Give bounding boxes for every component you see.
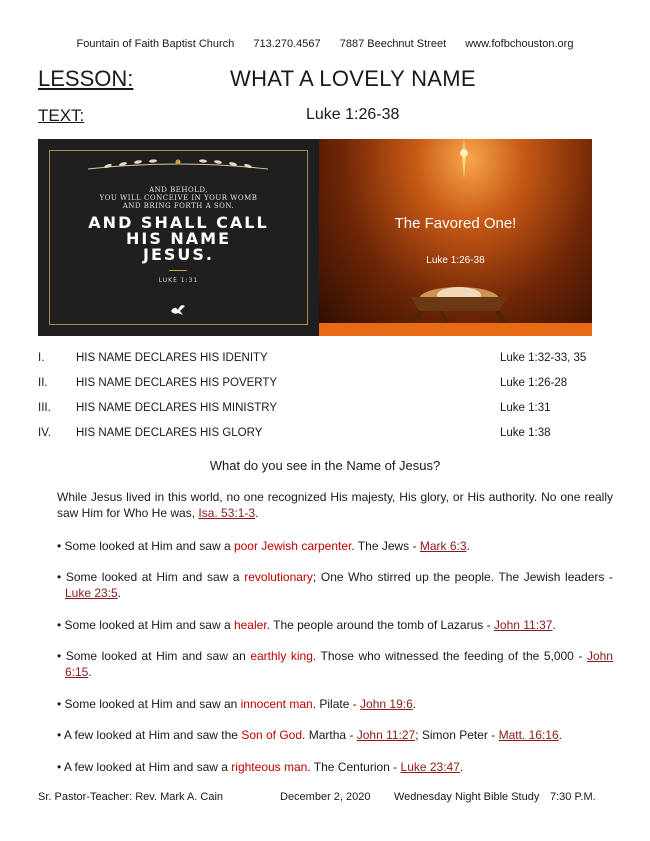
bullet-text: . Pilate -: [312, 697, 361, 711]
text-label: TEXT:: [38, 106, 85, 125]
bullet-lead: • A few looked at Him and saw a: [57, 760, 232, 774]
bullet-end: .: [412, 697, 417, 711]
scripture-link[interactable]: Luke 23:5: [65, 586, 118, 600]
footer-pastor: Sr. Pastor-Teacher: Rev. Mark A. Cain: [38, 791, 224, 803]
bullet-end: .: [117, 586, 122, 600]
scripture-link[interactable]: John 6:15: [65, 649, 613, 679]
favored-reference: Luke 1:26-38: [426, 255, 485, 266]
scripture-link[interactable]: Luke 23:47: [400, 760, 460, 774]
bullet-body: [57, 569, 613, 601]
bullet-end: .: [466, 539, 470, 553]
bullet-lead: • Some looked at Him and saw an: [57, 649, 251, 663]
verse-intro-line-3: AND BRING FORTH A SON.: [122, 202, 235, 210]
list-item: [57, 696, 613, 712]
scripture-link[interactable]: John 11:27: [356, 728, 416, 742]
bullet-highlight: innocent man: [240, 697, 313, 711]
bullet-lead: • Some looked at Him and saw a: [57, 539, 234, 553]
church-name: Fountain of Faith Baptist Church: [76, 38, 235, 50]
church-address: 7887 Beechnut Street: [339, 38, 447, 50]
question-heading: What do you see in the Name of Jesus?: [209, 458, 441, 473]
list-item: [57, 538, 613, 554]
bullet-end: .: [552, 618, 556, 632]
bullet-text-mid: ; Simon Peter -: [415, 728, 499, 742]
scripture-link[interactable]: John 11:37: [493, 618, 553, 632]
footer-time: 7:30 P.M.: [550, 791, 596, 803]
banner-bottom-band: [319, 323, 592, 336]
verse-divider: [169, 270, 187, 271]
text-reference: Luke 1:26-38: [306, 106, 400, 123]
verse-intro: [38, 186, 319, 210]
bullet-end: .: [558, 728, 562, 742]
bullet-highlight: healer: [233, 618, 267, 632]
bullet-lead: • Some looked at Him and saw a: [57, 570, 245, 584]
list-item: [57, 617, 613, 633]
point-reference: Luke 1:26-28: [500, 377, 568, 389]
bullet-text: . Martha -: [302, 728, 357, 742]
verse-reference: LUKE 1:31: [158, 277, 199, 284]
bullet-lead: • A few looked at Him and saw the: [57, 728, 242, 742]
bullet-highlight: revolutionary: [244, 570, 313, 584]
verse-main-line-2: HIS NAME: [125, 229, 232, 248]
point-number: III.: [38, 402, 51, 414]
point-number: IV.: [38, 427, 52, 439]
bullet-text: . The Centurion -: [307, 760, 401, 774]
favored-title: The Favored One!: [394, 215, 517, 232]
point-number: I.: [38, 352, 45, 364]
bullet-lead: • Some looked at Him and saw a: [57, 618, 234, 632]
church-header: [0, 38, 650, 50]
bullet-text: . The Jews -: [351, 539, 420, 553]
list-item: [57, 648, 613, 680]
point-text: HIS NAME DECLARES HIS MINISTRY: [76, 402, 278, 414]
bullet-highlight: righteous man: [231, 760, 308, 774]
bullet-text: ; One Who stirred up the people. The Jewish leaders -: [312, 570, 614, 584]
scripture-link[interactable]: Mark 6:3: [419, 539, 467, 553]
bullet-highlight: Son of God: [241, 728, 303, 742]
list-item: [57, 727, 613, 743]
bullet-text: . The people around the tomb of Lazarus -: [266, 618, 494, 632]
intro-paragraph: [57, 489, 613, 521]
bullet-body: [57, 648, 613, 680]
list-item: [57, 759, 613, 775]
bullet-highlight: poor Jewish carpenter: [233, 539, 352, 553]
manger-icon: [401, 277, 511, 329]
footer-event: Wednesday Night Bible Study: [394, 791, 540, 803]
point-reference: Luke 1:31: [500, 402, 551, 414]
verse-main-line-1: AND SHALL CALL: [88, 213, 269, 232]
intro-end: .: [255, 506, 259, 520]
lesson-label: LESSON:: [38, 66, 134, 91]
bullet-end: .: [459, 760, 464, 774]
point-text: HIS NAME DECLARES HIS GLORY: [76, 427, 263, 439]
list-item: [57, 569, 613, 601]
scripture-link[interactable]: John 19:6: [360, 697, 413, 711]
bullet-lead: • Some looked at Him and saw an: [57, 697, 241, 711]
dove-icon: [170, 303, 186, 317]
verse-main-line-3: JESUS.: [143, 245, 214, 264]
point-text: HIS NAME DECLARES HIS IDENITY: [76, 352, 268, 364]
intro-text: While Jesus lived in this world, no one recognized His majesty, His glory, or His authority. No one really saw Him for Who He was,: [57, 490, 613, 520]
footer-date: December 2, 2020: [280, 791, 371, 803]
lesson-title: WHAT A LOVELY NAME: [230, 66, 476, 91]
verse-banner: [38, 139, 319, 336]
point-text: HIS NAME DECLARES HIS POVERTY: [76, 377, 278, 389]
verse-intro-line-2: YOU WILL CONCEIVE IN YOUR WOMB: [99, 194, 258, 202]
scripture-link[interactable]: Matt. 16:16: [498, 728, 559, 742]
bullet-highlight: earthly king: [250, 649, 313, 663]
laurel-ornament-icon: [78, 157, 278, 177]
bullet-end: .: [88, 665, 92, 679]
point-reference: Luke 1:32-33, 35: [500, 352, 587, 364]
church-phone: 713.270.4567: [253, 38, 321, 50]
favored-one-banner: [319, 139, 592, 336]
verse-main: [38, 215, 319, 263]
bullet-text: . Those who witnessed the feeding of the 5,000 -: [312, 649, 587, 663]
point-reference: Luke 1:38: [500, 427, 551, 439]
star-glow-icon: [444, 139, 484, 179]
verse-intro-line-1: AND BEHOLD,: [149, 186, 208, 194]
church-website: www.fofbchouston.org: [465, 38, 574, 50]
point-number: II.: [38, 377, 48, 389]
scripture-link[interactable]: Isa. 53:1-3: [198, 506, 256, 520]
